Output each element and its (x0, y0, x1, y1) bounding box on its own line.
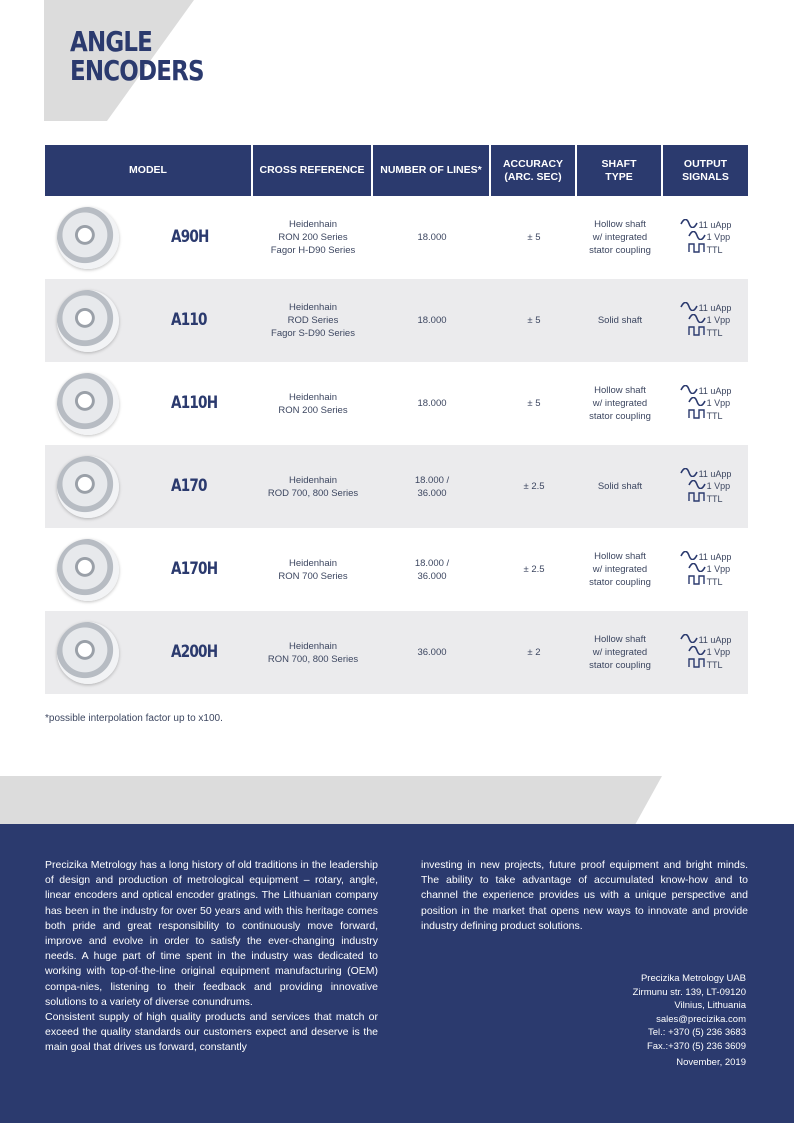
page-title (70, 27, 204, 85)
accuracy-cell: ± 5 (527, 232, 541, 243)
output-signals-cell: 11 uApp 1 Vpp TTL (663, 528, 748, 611)
col-header-model: MODEL (45, 145, 253, 196)
publication-date: November, 2019 (676, 1057, 746, 1068)
model-cell (45, 279, 253, 362)
decorative-grey-band (0, 776, 662, 824)
sine-wave-icon (680, 385, 699, 397)
col-header-number-of-lines: NUMBER OF LINES* (373, 145, 491, 196)
encoder-product-image (57, 539, 119, 601)
about-paragraph-left (45, 858, 378, 1056)
cross-reference-cell: Heidenhain ROD Series Fagor S-D90 Series (271, 302, 355, 339)
model-name: A170H (171, 559, 218, 579)
sine-wave-icon (680, 634, 699, 646)
about-text-1: Precizika Metrology has a long history of old traditions in the leadership of design and production of metrological equipment – rotary, angle, linear encoders and optical encoder gratings. The Lithuanian company has been in the industry for over 50 years and with this heritage comes both pride and great responsibility to continuously move forward, improve and evolve in order to satisfy the ever-changing industry needs. A huge part of time spent in the industry was dedicated to working with top-of-the-line original equipment manufacturing (OEM) compa-nies, listening to their feedback and providing innovative solutions to a variety of diverse conundrums. (45, 859, 378, 1008)
shaft-type-cell: Hollow shaft w/ integrated stator coupling (589, 551, 651, 588)
square-wave-icon (688, 326, 707, 339)
model-cell (45, 611, 253, 694)
sine-wave-icon (680, 302, 699, 314)
table-header (45, 145, 748, 196)
sine-wave-icon (688, 231, 707, 243)
address-city: Vilnius, Lithuania (674, 1000, 746, 1012)
shaft-type-cell: Solid shaft (597, 315, 643, 326)
encoders-table (45, 145, 748, 694)
table-body (45, 196, 748, 694)
square-wave-icon (688, 492, 707, 505)
square-wave-icon (688, 658, 707, 671)
output-signals-cell: 11 uApp 1 Vpp TTL (663, 279, 748, 362)
model-name: A90H (171, 227, 209, 247)
model-cell (45, 528, 253, 611)
cross-reference-cell: Heidenhain RON 200 Series Fagor H-D90 Series (270, 219, 356, 256)
col-header-shaft-type: SHAFT TYPE (577, 145, 663, 196)
email-link[interactable]: sales@precizika.com (656, 1013, 746, 1025)
number-of-lines-cell: 18.000 (417, 232, 447, 243)
phone-number: Tel.: +370 (5) 236 3683 (648, 1027, 746, 1039)
accuracy-cell: ± 2 (527, 647, 541, 658)
output-signals-cell: 11 uApp 1 Vpp TTL (663, 611, 748, 694)
accuracy-cell: ± 2.5 (523, 481, 545, 492)
table-row (45, 196, 748, 279)
model-cell (45, 362, 253, 445)
encoder-product-image (57, 207, 119, 269)
sine-wave-icon (688, 563, 707, 575)
fax-number: Fax.:+370 (5) 236 3609 (646, 1040, 746, 1052)
encoder-product-image (57, 373, 119, 435)
number-of-lines-cell: 18.000 (417, 315, 447, 326)
about-text-2: Consistent supply of high quality products and services that match or exceed the quality standards our customers expect and deserve is the main goal that drives us forward, constantly (45, 1011, 378, 1054)
output-signals-cell: 11 uApp 1 Vpp TTL (663, 196, 748, 279)
col-header-accuracy: ACCURACY (ARC. SEC) (491, 145, 577, 196)
address-street: Zirmunu str. 139, LT-09120 (632, 986, 746, 998)
table-row (45, 611, 748, 694)
sine-wave-icon (688, 314, 707, 326)
col-header-cross-reference: CROSS REFERENCE (253, 145, 373, 196)
number-of-lines-cell: 18.000 (417, 398, 447, 409)
encoder-product-image (57, 622, 119, 684)
company-name: Precizika Metrology UAB (640, 973, 746, 984)
square-wave-icon (688, 243, 707, 256)
encoder-product-image (57, 290, 119, 352)
output-signals-cell: 11 uApp 1 Vpp TTL (663, 362, 748, 445)
accuracy-cell: ± 5 (527, 315, 541, 326)
model-cell (45, 445, 253, 528)
model-name: A200H (171, 642, 218, 662)
cross-reference-cell: Heidenhain ROD 700, 800 Series (267, 474, 359, 499)
shaft-type-cell: Solid shaft (597, 481, 643, 492)
number-of-lines-cell: 18.000 / 36.000 (414, 474, 450, 499)
footnote: *possible interpolation factor up to x100. (45, 713, 223, 724)
shaft-type-cell: Hollow shaft w/ integrated stator coupling (589, 385, 651, 422)
table-row (45, 279, 748, 362)
number-of-lines-cell: 18.000 / 36.000 (414, 557, 450, 582)
contact-block (633, 972, 746, 1054)
model-name: A110H (171, 393, 218, 413)
encoder-product-image (57, 456, 119, 518)
sine-wave-icon (680, 219, 699, 231)
table-row (45, 362, 748, 445)
cross-reference-cell: Heidenhain RON 700, 800 Series (267, 640, 359, 665)
about-paragraph-right: investing in new projects, future proof equipment and bright minds. The ability to take advantage of accumulated know-how and to channel the experience provides us with a unique perspective and position in the market that opens new ways to innovate and provide industry defining product solutions. (421, 859, 748, 932)
shaft-type-cell: Hollow shaft w/ integrated stator coupling (589, 219, 651, 256)
cross-reference-cell: Heidenhain RON 700 Series (278, 557, 348, 582)
number-of-lines-cell: 36.000 (417, 647, 447, 658)
page-title-line1: ANGLE (70, 25, 153, 58)
page-title-line2: ENCODERS (70, 54, 204, 87)
accuracy-cell: ± 5 (527, 398, 541, 409)
square-wave-icon (688, 575, 707, 588)
cross-reference-cell: Heidenhain RON 200 Series (278, 391, 348, 416)
square-wave-icon (688, 409, 707, 422)
accuracy-cell: ± 2.5 (523, 564, 545, 575)
output-signals-cell: 11 uApp 1 Vpp TTL (663, 445, 748, 528)
sine-wave-icon (688, 397, 707, 409)
sine-wave-icon (688, 480, 707, 492)
sine-wave-icon (688, 646, 707, 658)
sine-wave-icon (680, 551, 699, 563)
model-name: A170 (171, 476, 207, 496)
table-row (45, 445, 748, 528)
table-row (45, 528, 748, 611)
model-cell (45, 196, 253, 279)
shaft-type-cell: Hollow shaft w/ integrated stator coupling (589, 634, 651, 671)
model-name: A110 (171, 310, 207, 330)
sine-wave-icon (680, 468, 699, 480)
col-header-output-signals: OUTPUT SIGNALS (682, 157, 729, 183)
